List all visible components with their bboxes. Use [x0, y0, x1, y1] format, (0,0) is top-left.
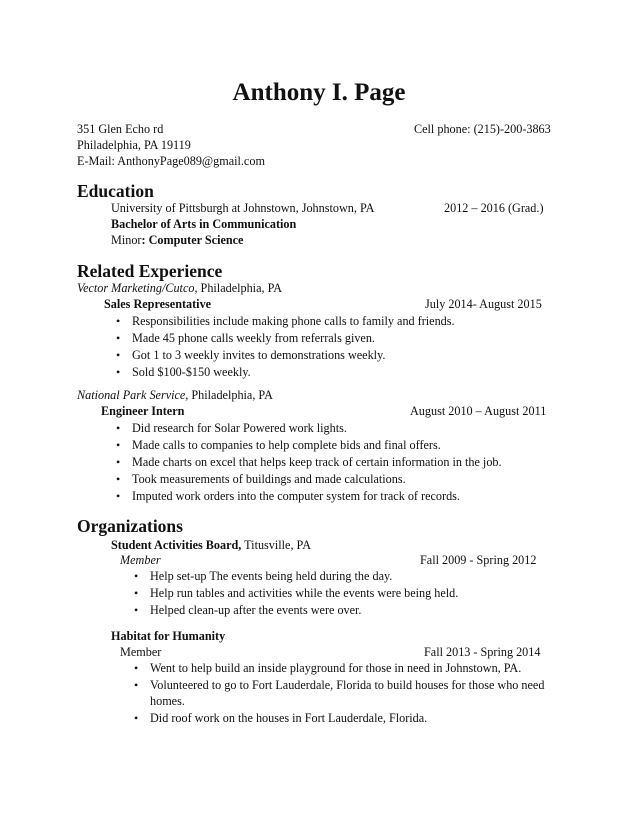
organizations-heading: Organizations [77, 516, 183, 536]
job-2-title: Engineer Intern [101, 404, 185, 418]
job-1-bullets [116, 313, 455, 380]
list-item: • Made charts on excel that helps keep track of certain information in the job. [116, 454, 502, 470]
list-item: • Help set-up The events being held during the day. [134, 568, 458, 584]
list-item: • Sold $100-$150 weekly. [116, 364, 455, 380]
education-dates: 2012 – 2016 (Grad.) [444, 201, 544, 215]
org-1-location: Titusville, PA [241, 538, 312, 552]
job-2-dates: August 2010 – August 2011 [410, 404, 547, 418]
job-1-location: Philadelphia, PA [197, 281, 283, 295]
org-1-role: Member [120, 553, 161, 567]
list-item: • Did research for Solar Powered work lights. [116, 420, 502, 436]
list-item: • Made calls to companies to help complete bids and final offers. [116, 437, 502, 453]
email-address: E-Mail: AnthonyPage089@gmail.com [77, 154, 265, 168]
org-1-name: Student Activities Board, [111, 538, 242, 552]
job-1-title: Sales Representative [104, 297, 212, 311]
list-item: • Volunteered to go to Fort Lauderdale, Florida to build houses for those who need homes. [134, 677, 554, 709]
address-line-2: Philadelphia, PA 19119 [77, 138, 191, 152]
job-2-org: National Park Service, [77, 388, 189, 402]
list-item: • Got 1 to 3 weekly invites to demonstrations weekly. [116, 347, 455, 363]
org-1-dates: Fall 2009 - Spring 2012 [420, 553, 537, 567]
list-item: • Made 45 phone calls weekly from referrals given. [116, 330, 455, 346]
list-item: • Went to help build an inside playground for those in need in Johnstown, PA. [134, 660, 554, 676]
list-item: • Helped clean-up after the events were over. [134, 602, 458, 618]
list-item: • Imputed work orders into the computer system for track of records. [116, 488, 502, 504]
address-line-1: 351 Glen Echo rd [77, 122, 164, 136]
job-2-location: Philadelphia, PA [188, 388, 273, 402]
job-2-bullets [116, 420, 502, 504]
education-degree: Bachelor of Arts in Communication [111, 217, 297, 231]
list-item: • Responsibilities include making phone calls to family and friends. [116, 313, 455, 329]
org-2-bullets [134, 660, 554, 726]
resume-name: Anthony I. Page [232, 79, 406, 106]
org-1-bullets [134, 568, 458, 618]
org-2-role: Member [120, 645, 162, 659]
education-minor [111, 232, 243, 248]
education-school: University of Pittsburgh at Johnstown, Johnstown, PA [111, 201, 375, 215]
phone-number: Cell phone: (215)-200-3863 [414, 122, 551, 136]
list-item: • Took measurements of buildings and made calculations. [116, 471, 502, 487]
job-1-employer [77, 280, 282, 296]
job-1-dates: July 2014- August 2015 [425, 297, 542, 311]
list-item: • Did roof work on the houses in Fort Lauderdale, Florida. [134, 710, 554, 726]
minor-value: : Computer Science [141, 233, 244, 247]
experience-heading: Related Experience [77, 261, 223, 281]
job-2-employer [77, 387, 273, 403]
minor-label: Minor [111, 233, 142, 247]
org-1-header [111, 537, 311, 553]
education-heading: Education [77, 181, 154, 201]
job-1-org: Vector Marketing/Cutco, [77, 281, 198, 295]
list-item: • Help run tables and activities while the events were being held. [134, 585, 458, 601]
org-2-dates: Fall 2013 - Spring 2014 [424, 645, 541, 659]
org-2-name: Habitat for Humanity [111, 629, 226, 643]
